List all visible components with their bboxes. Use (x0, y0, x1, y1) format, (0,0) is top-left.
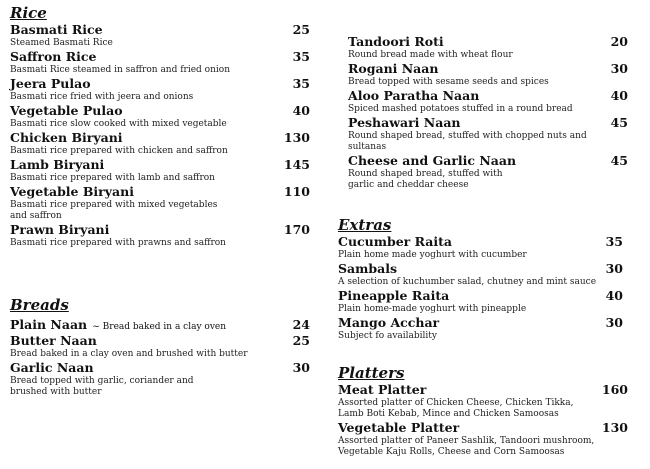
item-price: 30 (292, 360, 310, 375)
menu-item (348, 115, 628, 153)
menu-item (10, 103, 310, 130)
item-price: 45 (610, 153, 628, 168)
item-desc: Basmati rice prepared with mixed vegetables and saffron (10, 200, 218, 221)
item-name: Rogani Naan (348, 61, 439, 76)
item-name: Basmati Rice (10, 22, 103, 37)
item-name: Saffron Rice (10, 49, 97, 64)
menu-item (338, 288, 623, 315)
item-name: Peshawari Naan (348, 115, 461, 130)
menu-item (10, 22, 310, 49)
item-price: 30 (605, 315, 623, 330)
item-name: Lamb Biryani (10, 157, 105, 172)
item-price: 20 (610, 34, 628, 49)
item-desc: Round bread made with wheat flour (348, 50, 513, 60)
menu-item (338, 261, 623, 288)
menu-item (10, 49, 310, 76)
item-desc: Spiced mashed potatoes stuffed in a round bread (348, 104, 573, 114)
menu-item (348, 88, 628, 115)
item-price: 25 (292, 22, 310, 37)
item-name: Chicken Biryani (10, 130, 123, 145)
item-price: 24 (292, 317, 310, 332)
menu-item (338, 315, 623, 342)
section-heading-breads: Breads (10, 296, 69, 314)
section-heading-rice: Rice (10, 4, 47, 22)
item-desc: A selection of kuchumber salad, chutney and mint sauce (338, 277, 597, 287)
menu-item (348, 61, 628, 88)
menu-item (10, 333, 310, 360)
section-breads (10, 296, 310, 398)
item-name: Butter Naan (10, 333, 97, 348)
section-heading-extras: Extras (338, 216, 392, 234)
item-desc: Basmati Rice steamed in saffron and fried onion (10, 65, 230, 75)
item-desc: Assorted platter of Chicken Cheese, Chicken Tikka, Lamb Boti Kebab, Mince and Chicken Samoosas (338, 398, 574, 419)
item-price: 25 (292, 333, 310, 348)
item-desc: Basmati rice prepared with lamb and saffron (10, 173, 215, 183)
menu-item (338, 234, 623, 261)
menu-item (348, 34, 628, 61)
menu-item (10, 222, 310, 249)
item-name: Vegetable Platter (338, 420, 460, 435)
item-price: 40 (610, 88, 628, 103)
item-price: 45 (610, 115, 628, 130)
item-price: 40 (292, 103, 310, 118)
menu-item (338, 420, 628, 458)
item-name: Plain Naan (10, 317, 88, 332)
section-breads-continued (348, 34, 628, 191)
item-desc: Basmati rice fried with jeera and onions (10, 92, 194, 102)
section-platters (338, 364, 628, 458)
item-name: Vegetable Pulao (10, 103, 123, 118)
menu-item (10, 314, 310, 333)
item-price: 30 (605, 261, 623, 276)
menu-item (338, 382, 628, 420)
item-desc: Bread topped with sesame seeds and spices (348, 77, 549, 87)
item-desc: Basmati rice prepared with chicken and saffron (10, 146, 228, 156)
item-desc: Plain home made yoghurt with cucumber (338, 250, 527, 260)
menu-item (10, 157, 310, 184)
item-desc: Steamed Basmati Rice (10, 38, 113, 48)
item-desc: ~ Bread baked in a clay oven (92, 322, 227, 332)
item-name: Jeera Pulao (10, 76, 91, 91)
item-price: 160 (601, 382, 628, 397)
item-name: Garlic Naan (10, 360, 94, 375)
section-rice (10, 4, 310, 249)
item-name: Meat Platter (338, 382, 427, 397)
item-name: Cheese and Garlic Naan (348, 153, 517, 168)
item-price: 170 (283, 222, 310, 237)
item-price: 145 (283, 157, 310, 172)
section-extras (338, 216, 623, 342)
menu-item (10, 76, 310, 103)
item-price: 35 (292, 76, 310, 91)
section-heading-platters: Platters (338, 364, 405, 382)
item-desc: Basmati rice prepared with prawns and saffron (10, 238, 226, 248)
menu-item (10, 184, 310, 222)
item-desc: Round shaped bread, stuffed with chopped nuts and sultanas (348, 131, 587, 152)
item-price: 40 (605, 288, 623, 303)
menu-item (10, 360, 310, 398)
item-name: Mango Acchar (338, 315, 440, 330)
item-desc: Basmati rice slow cooked with mixed vegetable (10, 119, 227, 129)
item-price: 30 (610, 61, 628, 76)
item-name: Aloo Paratha Naan (348, 88, 480, 103)
item-name: Pineapple Raita (338, 288, 450, 303)
item-price: 35 (605, 234, 623, 249)
item-price: 35 (292, 49, 310, 64)
item-desc: Bread topped with garlic, coriander and brushed with butter (10, 376, 194, 397)
item-name: Prawn Biryani (10, 222, 110, 237)
item-desc: Assorted platter of Paneer Sashlik, Tandoori mushroom, Vegetable Kaju Rolls, Cheese and Corn Samoosas (338, 436, 595, 457)
item-desc: Plain home-made yoghurt with pineapple (338, 304, 527, 314)
item-name: Cucumber Raita (338, 234, 452, 249)
menu-item (348, 153, 628, 191)
item-name: Vegetable Biryani (10, 184, 134, 199)
item-desc: Bread baked in a clay oven and brushed with butter (10, 349, 248, 359)
item-price: 130 (283, 130, 310, 145)
menu-item (10, 130, 310, 157)
item-desc: Round shaped bread, stuffed with garlic and cheddar cheese (348, 169, 503, 190)
item-price: 110 (283, 184, 310, 199)
item-desc: Subject fo availability (338, 331, 438, 341)
item-name: Tandoori Roti (348, 34, 444, 49)
item-name: Sambals (338, 261, 397, 276)
item-price: 130 (601, 420, 628, 435)
